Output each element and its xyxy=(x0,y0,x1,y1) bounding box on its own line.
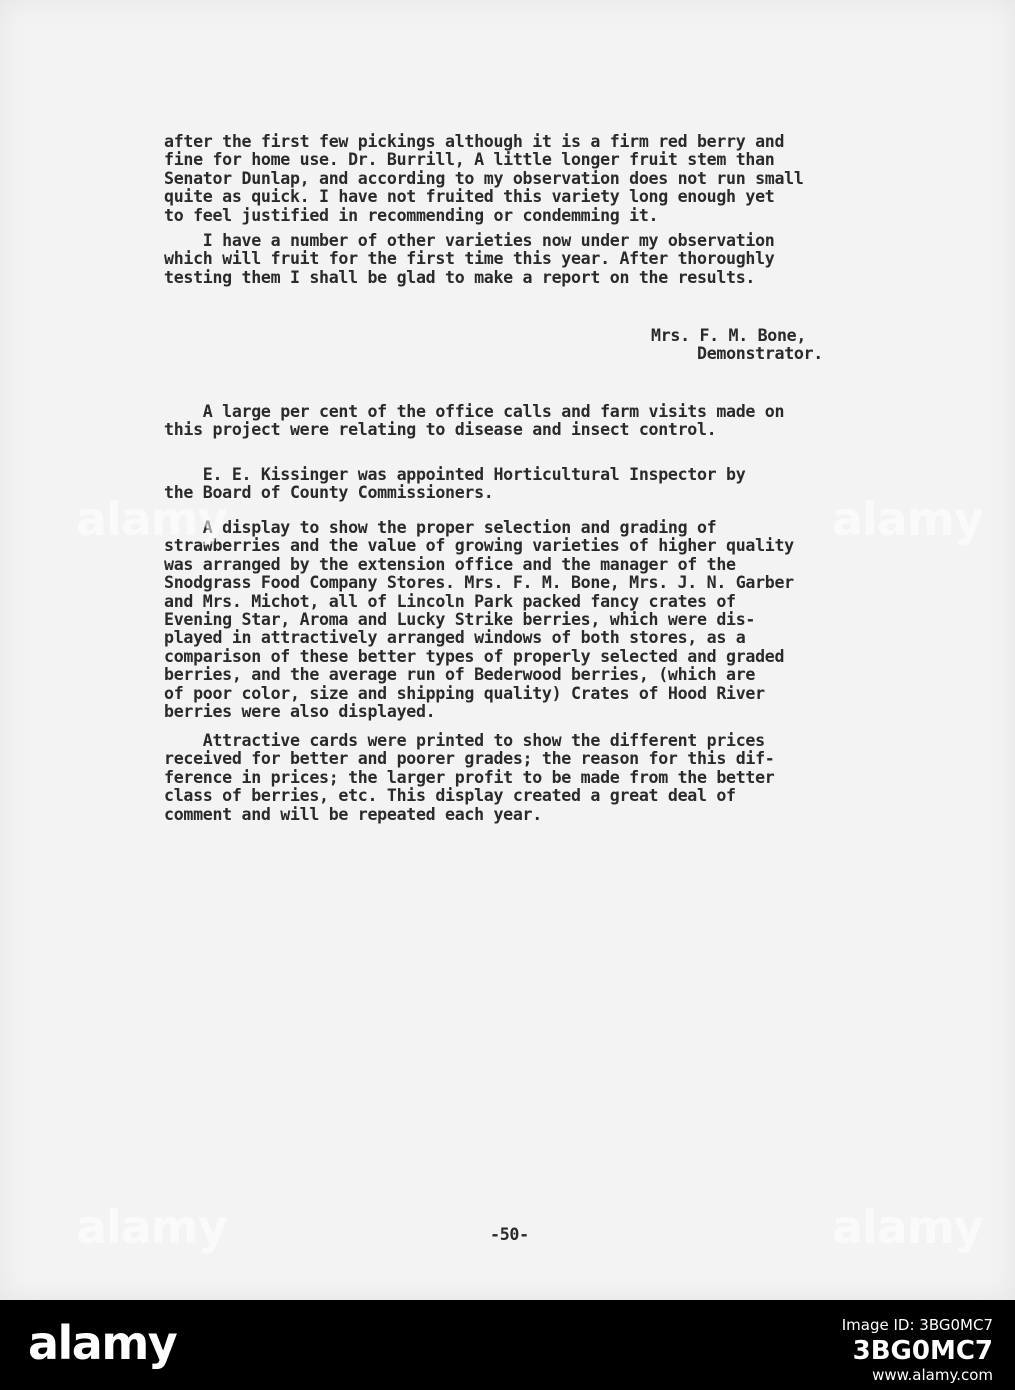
paragraph-other-varieties: I have a number of other varieties now under my observation which will fruit for the first time this year. After thoroughly testing them I shall be glad to make a report on the results. xyxy=(164,231,775,287)
watermark: alamy xyxy=(832,492,983,546)
paragraph-display: A display to show the proper selection and grading of strawberries and the value of growing varieties of higher quality was arranged by the extension office and the manager of the Snodgrass Food Company Stores. Mrs. F. M. Bone, Mrs. J. N. Garber and Mrs. Michot, all of Lincoln Park packed fancy crates of Evening Star, Aroma and Lucky Strike berries, which were dis- played in attractively arranged windows of both stores, as a comparison of these better types of properly selected and graded berries, and the average run of Bederwood berries, (which are of poor color, size and shipping quality) Crates of Hood River berries were also displayed. xyxy=(164,518,794,722)
image-id-code: 3BG0MC7 xyxy=(852,1336,993,1366)
watermark: alamy xyxy=(832,1200,983,1254)
page-number: -50- xyxy=(490,1225,529,1244)
watermark: alamy xyxy=(76,492,227,546)
watermark: alamy xyxy=(76,1200,227,1254)
image-id-label: Image ID: 3BG0MC7 xyxy=(841,1316,993,1334)
paragraph-berry-varieties: after the first few pickings although it is a firm red berry and fine for home use. Dr. Burrill, A little longer fruit stem than Senator Dunlap, and according to my observation does not run small quite as quick. I have not fruited this variety long enough yet to feel justified in recommending or condemming it. xyxy=(164,132,804,225)
signature-title: Demonstrator. xyxy=(697,344,823,363)
site-link[interactable]: www.alamy.com xyxy=(872,1366,993,1384)
paragraph-inspector: E. E. Kissinger was appointed Horticultural Inspector by the Board of County Commissioners. xyxy=(164,465,746,503)
stock-footer-bar xyxy=(0,1300,1015,1390)
alamy-logo[interactable]: alamy xyxy=(28,1316,177,1370)
image-id-block xyxy=(842,1314,993,1366)
signature-name: Mrs. F. M. Bone, xyxy=(651,326,807,345)
paragraph-cards: Attractive cards were printed to show the different prices received for better and poorer grades; the reason for this dif- ference in prices; the larger profit to be made from the better class of berries, etc. This display created a great deal of comment and will be repeated each year. xyxy=(164,731,775,824)
paragraph-office-calls: A large per cent of the office calls and farm visits made on this project were relating to disease and insect control. xyxy=(164,402,785,440)
